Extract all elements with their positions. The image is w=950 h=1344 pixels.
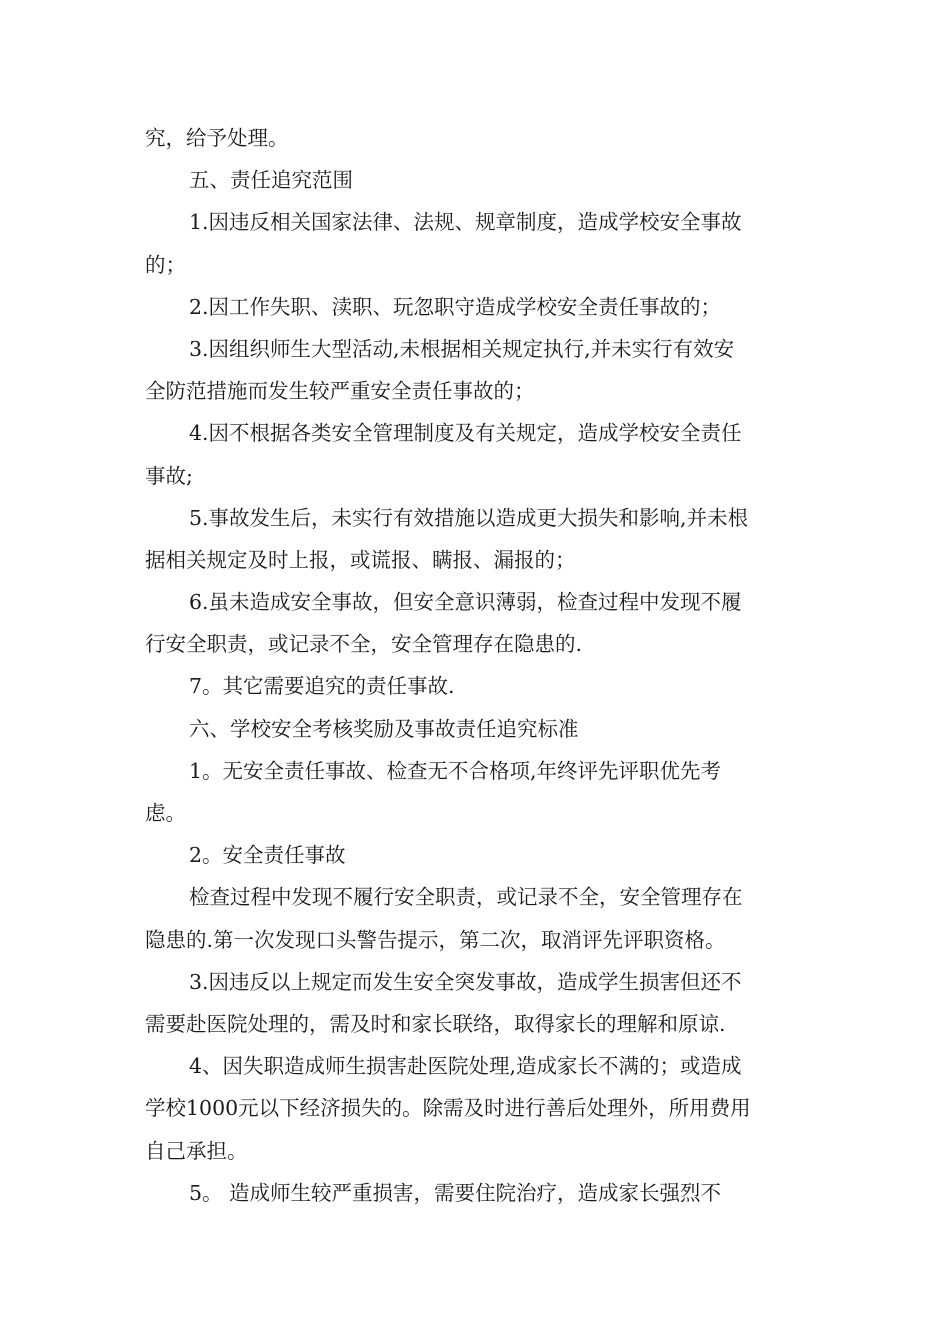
- text-line: 隐患的.第一次发现口头警告提示，第二次，取消评先评职资格。: [145, 927, 726, 952]
- text-line: 学校1000元以下经济损失的。除需及时进行善后处理外，所用费用: [145, 1096, 751, 1121]
- text-line: 检查过程中发现不履行安全职责，或记录不全，安全管理存在: [189, 885, 743, 910]
- text-line: 7。其它需要追究的责任事故.: [189, 674, 455, 699]
- document-body: [145, 117, 810, 1214]
- text-line: 需要赴医院处理的，需及时和家长联络，取得家长的理解和原谅.: [145, 1011, 726, 1036]
- text-line: 据相关规定及时上报，或谎报、瞒报、漏报的；: [145, 547, 576, 572]
- text-line: 4.因不根据各类安全管理制度及有关规定，造成学校安全责任: [189, 421, 742, 446]
- text-line: 行安全职责，或记录不全，安全管理存在隐患的.: [145, 632, 583, 657]
- text-line: 究，给予处理。: [145, 126, 289, 150]
- text-line: 1.因违反相关国家法律、法规、规章制度，造成学校安全事故: [189, 210, 742, 235]
- text-line: 3.因组织师生大型活动,未根据相关规定执行,并未实行有效安: [189, 336, 735, 361]
- text-line: 五、责任追究范围: [189, 168, 353, 193]
- text-line: 的；: [145, 252, 186, 277]
- text-line: 2。安全责任事故: [189, 843, 346, 868]
- text-line: 5.事故发生后，未实行有效措施以造成更大损失和影响,并未根: [189, 505, 749, 530]
- text-line: 3.因违反以上规定而发生安全突发事故，造成学生损害但还不: [189, 969, 742, 994]
- text-line: 4、因失职造成师生损害赴医院处理,造成家长不满的；或造成: [189, 1054, 742, 1079]
- text-line: 六、学校安全考核奖励及事故责任追究标准: [189, 716, 579, 741]
- text-line: 5。 造成师生较严重损害，需要住院治疗，造成家长强烈不: [189, 1180, 722, 1205]
- text-line: 虑。: [145, 801, 186, 825]
- text-line: 6.虽未造成安全事故，但安全意识薄弱，检查过程中发现不履: [189, 590, 742, 615]
- text-line: 1。无安全责任事故、检查无不合格项,年终评先评职优先考: [189, 758, 722, 783]
- text-line: 自己承担。: [145, 1138, 248, 1163]
- text-line: 2.因工作失职、渎职、玩忽职守造成学校安全责任事故的；: [189, 294, 722, 319]
- text-line: 事故;: [145, 463, 193, 488]
- text-line: 全防范措施而发生较严重安全责任事故的；: [145, 379, 535, 404]
